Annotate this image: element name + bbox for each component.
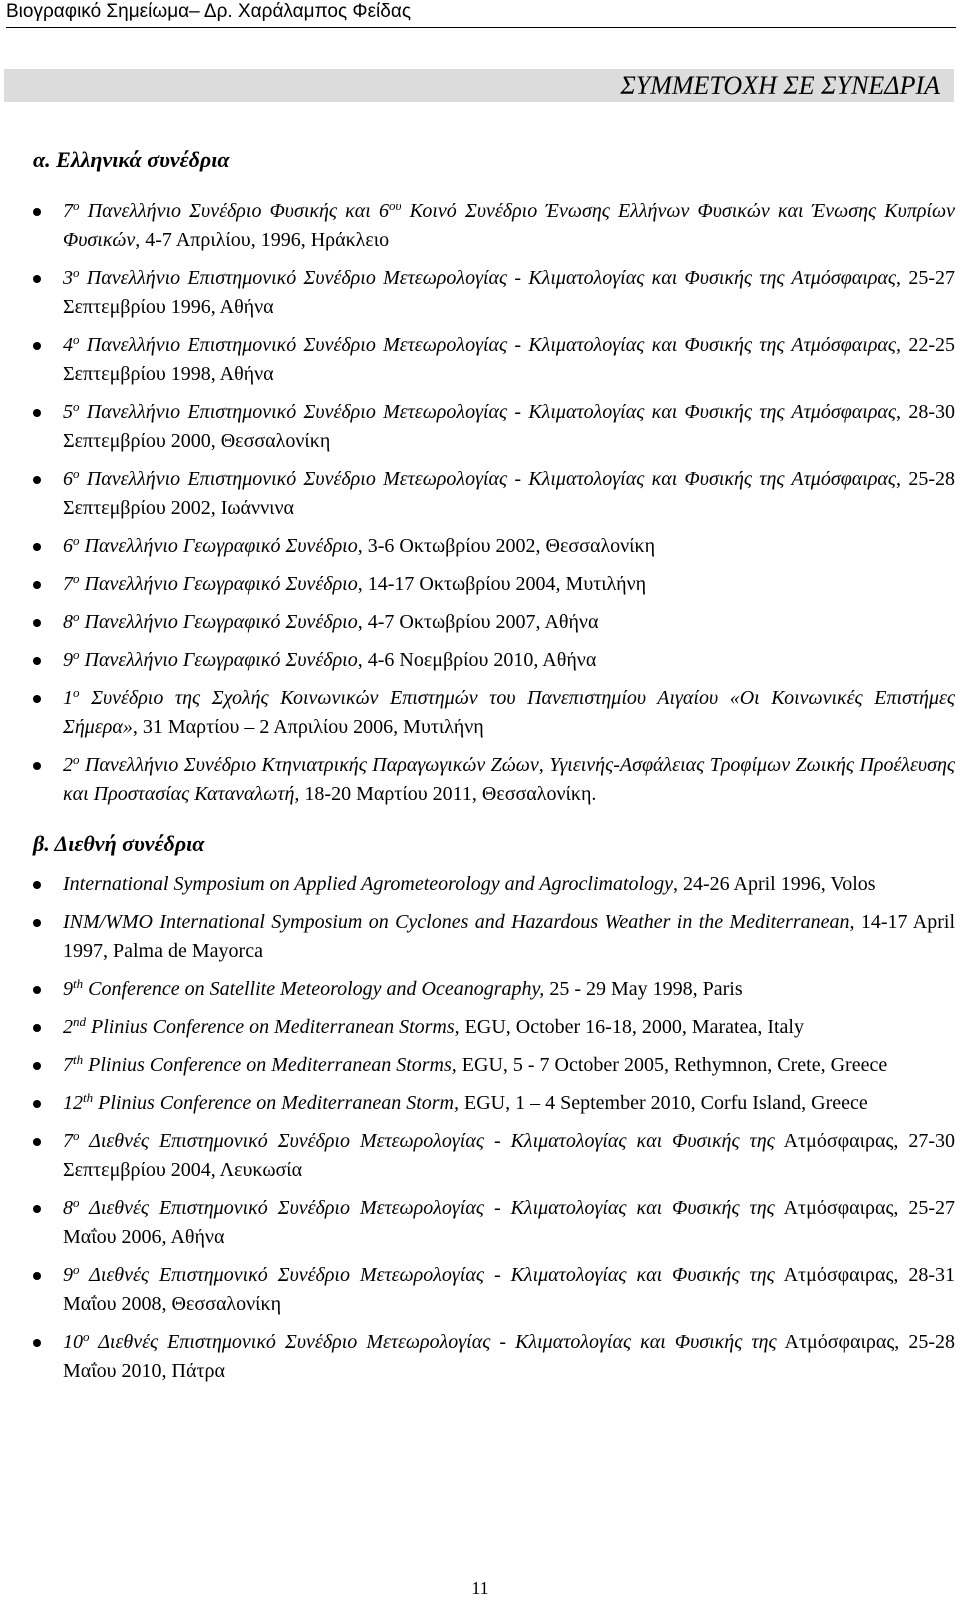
ordinal-suffix: th	[73, 1052, 84, 1067]
bullet-icon	[33, 919, 41, 927]
ordinal-number: 10	[63, 1331, 83, 1353]
bullet-icon	[33, 986, 41, 994]
ordinal-number: 8	[63, 1197, 73, 1219]
conference-date-location: , 4-7 Απριλίου, 1996, Ηράκλειο	[135, 229, 390, 251]
ordinal-number: 12	[63, 1092, 83, 1114]
ordinal-number: 7	[63, 1054, 73, 1076]
bullet-icon	[33, 275, 41, 283]
international-conference-item	[33, 975, 955, 1004]
bullet-icon	[33, 476, 41, 484]
conference-date-location: , 4-6 Νοεμβρίου 2010, Αθήνα	[357, 649, 597, 671]
bullet-icon	[33, 581, 41, 589]
bullet-icon	[33, 1272, 41, 1280]
bullet-icon	[33, 1138, 41, 1146]
bullet-icon	[33, 1024, 41, 1032]
conference-date-location: , 4-7 Οκτωβρίου 2007, Αθήνα	[357, 611, 599, 633]
conference-name: Διεθνές Επιστημονικό Συνέδριο Μετεωρολογίας - Κλιματολογίας και Φυσικής της	[79, 1264, 775, 1286]
conference-name: Conference on Satellite Meteorology and Oceanography,	[83, 978, 545, 1000]
conference-date-location: , 25-28 Σεπτεμβρίου 2002, Ιωάννινα	[63, 468, 955, 519]
ordinal-suffix: ο	[73, 1128, 80, 1143]
greek-conference-item	[33, 331, 955, 389]
ordinal-suffix: ου	[389, 198, 402, 213]
bullet-icon	[33, 762, 41, 770]
international-conference-item	[33, 908, 955, 966]
greek-conferences-list	[33, 197, 955, 809]
greek-conference-item	[33, 608, 955, 637]
conference-name: Πανελλήνιο Επιστημονικό Συνέδριο Μετεωρολογίας - Κλιματολογίας και Φυσικής της Ατμόσφαιρας	[79, 468, 897, 490]
conference-name: Διεθνές Επιστημονικό Συνέδριο Μετεωρολογίας - Κλιματολογίας και Φυσικής της	[79, 1197, 775, 1219]
ordinal-suffix: ο	[73, 752, 80, 767]
conference-date-location: , 14-17 Οκτωβρίου 2004, Μυτιλήνη	[357, 573, 647, 595]
section-title: ΣΥΜΜΕΤΟΧΗ ΣΕ ΣΥΝΕΔΡΙΑ	[620, 71, 940, 100]
international-conference-item	[33, 1051, 955, 1080]
ordinal-number: 2	[63, 1016, 73, 1038]
ordinal-suffix: ο	[73, 685, 80, 700]
conference-name: Πανελλήνιο Επιστημονικό Συνέδριο Μετεωρολογίας - Κλιματολογίας και Φυσικής της Ατμόσφαιρας	[79, 267, 897, 289]
conference-name: Πανελλήνιο Συνέδριο Φυσικής και 6	[79, 200, 389, 222]
conference-name: Πανελλήνιο Γεωγραφικό Συνέδριο	[79, 573, 358, 595]
conference-name: Πανελλήνιο Γεωγραφικό Συνέδριο	[79, 611, 358, 633]
bullet-icon	[33, 881, 41, 889]
conference-name: International Symposium on Applied Agrometeorology and Agroclimatology	[63, 873, 673, 895]
ordinal-suffix: ο	[83, 1329, 90, 1344]
conference-date-location: 25 - 29 May 1998, Paris	[544, 978, 743, 1000]
ordinal-suffix: ο	[73, 265, 80, 280]
ordinal-number: 9	[63, 978, 73, 1000]
ordinal-number: 2	[63, 754, 73, 776]
page-content	[33, 145, 955, 1395]
bullet-icon	[33, 657, 41, 665]
conference-name: Plinius Conference on Mediterranean Storms,	[83, 1054, 457, 1076]
ordinal-number: 5	[63, 401, 73, 423]
conference-date-location: EGU, 1 – 4 September 2010, Corfu Island, Greece	[459, 1092, 868, 1114]
ordinal-suffix: ο	[73, 647, 80, 662]
ordinal-suffix: ο	[73, 609, 80, 624]
conference-date-location: EGU, October 16-18, 2000, Maratea, Italy	[459, 1016, 804, 1038]
ordinal-suffix: ο	[73, 466, 80, 481]
ordinal-suffix: ο	[73, 533, 80, 548]
ordinal-number: 7	[63, 200, 73, 222]
ordinal-suffix: th	[83, 1090, 94, 1105]
greek-conference-item	[33, 532, 955, 561]
conference-date-location: , 31 Μαρτίου – 2 Απριλίου 2006, Μυτιλήνη	[132, 716, 484, 738]
bullet-icon	[33, 1205, 41, 1213]
international-conference-item	[33, 1127, 955, 1185]
ordinal-number: 9	[63, 649, 73, 671]
ordinal-suffix: th	[73, 976, 84, 991]
spacer	[33, 818, 955, 829]
international-conference-item	[33, 1089, 955, 1118]
conference-date-location: , 3-6 Οκτωβρίου 2002, Θεσσαλονίκη	[357, 535, 656, 557]
bullet-icon	[33, 208, 41, 216]
title-band	[4, 69, 954, 102]
conference-date-location: , 22-25 Σεπτεμβρίου 1998, Αθήνα	[63, 334, 955, 385]
ordinal-suffix: ο	[73, 1195, 80, 1210]
bullet-icon	[33, 1339, 41, 1347]
conference-name: Plinius Conference on Mediterranean Storms,	[86, 1016, 460, 1038]
spacer	[33, 175, 955, 197]
ordinal-suffix: ο	[73, 571, 80, 586]
ordinal-suffix: ο	[73, 1262, 80, 1277]
bullet-icon	[33, 1100, 41, 1108]
ordinal-number: 7	[63, 1130, 73, 1152]
international-conference-item	[33, 1013, 955, 1042]
conference-date-location: Ατμόσφαιρας, 25-27 Μαΐου 2006, Αθήνα	[63, 1197, 956, 1248]
ordinal-number: 3	[63, 267, 73, 289]
greek-conference-item	[33, 684, 955, 742]
running-header: Βιογραφικό Σημείωμα– Δρ. Χαράλαμπος Φείδας	[6, 1, 411, 22]
conference-name-continued: Κοινό Συνέδριο Ένωσης Ελλήνων Φυσικών και Ένωσης Κυπρίων Φυσικών	[63, 200, 955, 251]
conference-name: Συνέδριο της Σχολής Κοινωνικών Επιστημών του Πανεπιστημίου Αιγαίου «Οι Κοινωνικές Επιστήμες Σήμερα»	[63, 687, 955, 738]
conference-date-location: Ατμόσφαιρας, 27-30 Σεπτεμβρίου 2004, Λευκωσία	[63, 1130, 956, 1181]
ordinal-number: 6	[63, 468, 73, 490]
conference-date-location: , 28-30 Σεπτεμβρίου 2000, Θεσσαλονίκη	[63, 401, 955, 452]
greek-conference-item	[33, 751, 955, 809]
bullet-icon	[33, 1062, 41, 1070]
conference-name: Πανελλήνιο Επιστημονικό Συνέδριο Μετεωρολογίας - Κλιματολογίας και Φυσικής της Ατμόσφαιρας	[79, 334, 897, 356]
international-conferences-list	[33, 870, 955, 1386]
international-conference-item	[33, 870, 955, 899]
international-conference-item	[33, 1328, 955, 1386]
conference-date-location: EGU, 5 - 7 October 2005, Rethymnon, Crete, Greece	[456, 1054, 888, 1076]
conference-name: Πανελλήνιο Συνέδριο Κτηνιατρικής Παραγωγικών Ζώων, Υγιεινής-Ασφάλειας Τροφίμων Ζωικής Προέλευσης και Προστασίας Καταναλωτή	[63, 754, 955, 805]
international-conference-item	[33, 1261, 955, 1319]
ordinal-number: 9	[63, 1264, 73, 1286]
bullet-icon	[33, 342, 41, 350]
header-rule	[6, 27, 956, 28]
bullet-icon	[33, 409, 41, 417]
greek-conference-item	[33, 197, 955, 255]
bullet-icon	[33, 619, 41, 627]
bullet-icon	[33, 695, 41, 703]
ordinal-suffix: ο	[73, 399, 80, 414]
greek-conference-item	[33, 264, 955, 322]
ordinal-number: 4	[63, 334, 73, 356]
conference-date-location: , 24-26 April 1996, Volos	[672, 873, 876, 895]
conference-name: INM/WMO International Symposium on Cyclones and Hazardous Weather in the Mediterranean,	[63, 911, 855, 933]
ordinal-number: 7	[63, 573, 73, 595]
spacer	[33, 859, 955, 870]
greek-conference-item	[33, 398, 955, 456]
ordinal-suffix: ο	[73, 332, 80, 347]
conference-name: Πανελλήνιο Γεωγραφικό Συνέδριο	[79, 535, 358, 557]
ordinal-suffix: nd	[73, 1014, 86, 1029]
international-conferences-heading: β. Διεθνή συνέδρια	[33, 831, 205, 856]
page-number: 11	[471, 1578, 489, 1598]
conference-name: Plinius Conference on Mediterranean Storm,	[93, 1092, 459, 1114]
conference-name: Πανελλήνιο Γεωγραφικό Συνέδριο	[79, 649, 358, 671]
conference-date-location: Ατμόσφαιρας, 25-28 Μαΐου 2010, Πάτρα	[63, 1331, 955, 1382]
ordinal-number: 8	[63, 611, 73, 633]
bullet-icon	[33, 543, 41, 551]
conference-date-location: Ατμόσφαιρας, 28-31 Μαΐου 2008, Θεσσαλονίκη	[63, 1264, 956, 1315]
conference-name: Διεθνές Επιστημονικό Συνέδριο Μετεωρολογίας - Κλιματολογίας και Φυσικής της	[79, 1130, 775, 1152]
conference-date-location: 14-17 April 1997, Palma de Mayorca	[63, 911, 955, 962]
conference-name: Πανελλήνιο Επιστημονικό Συνέδριο Μετεωρολογίας - Κλιματολογίας και Φυσικής της Ατμόσφαιρας	[79, 401, 897, 423]
greek-conference-item	[33, 465, 955, 523]
ordinal-suffix: ο	[73, 198, 80, 213]
ordinal-number: 1	[63, 687, 73, 709]
greek-conference-item	[33, 570, 955, 599]
greek-conference-item	[33, 646, 955, 675]
conference-date-location: , 18-20 Μαρτίου 2011, Θεσσαλονίκη.	[294, 783, 597, 805]
international-conference-item	[33, 1194, 955, 1252]
greek-conferences-heading: α. Ελληνικά συνέδρια	[33, 147, 230, 172]
conference-date-location: , 25-27 Σεπτεμβρίου 1996, Αθήνα	[63, 267, 955, 318]
conference-name: Διεθνές Επιστημονικό Συνέδριο Μετεωρολογίας - Κλιματολογίας και Φυσικής της	[89, 1331, 777, 1353]
ordinal-number: 6	[63, 535, 73, 557]
